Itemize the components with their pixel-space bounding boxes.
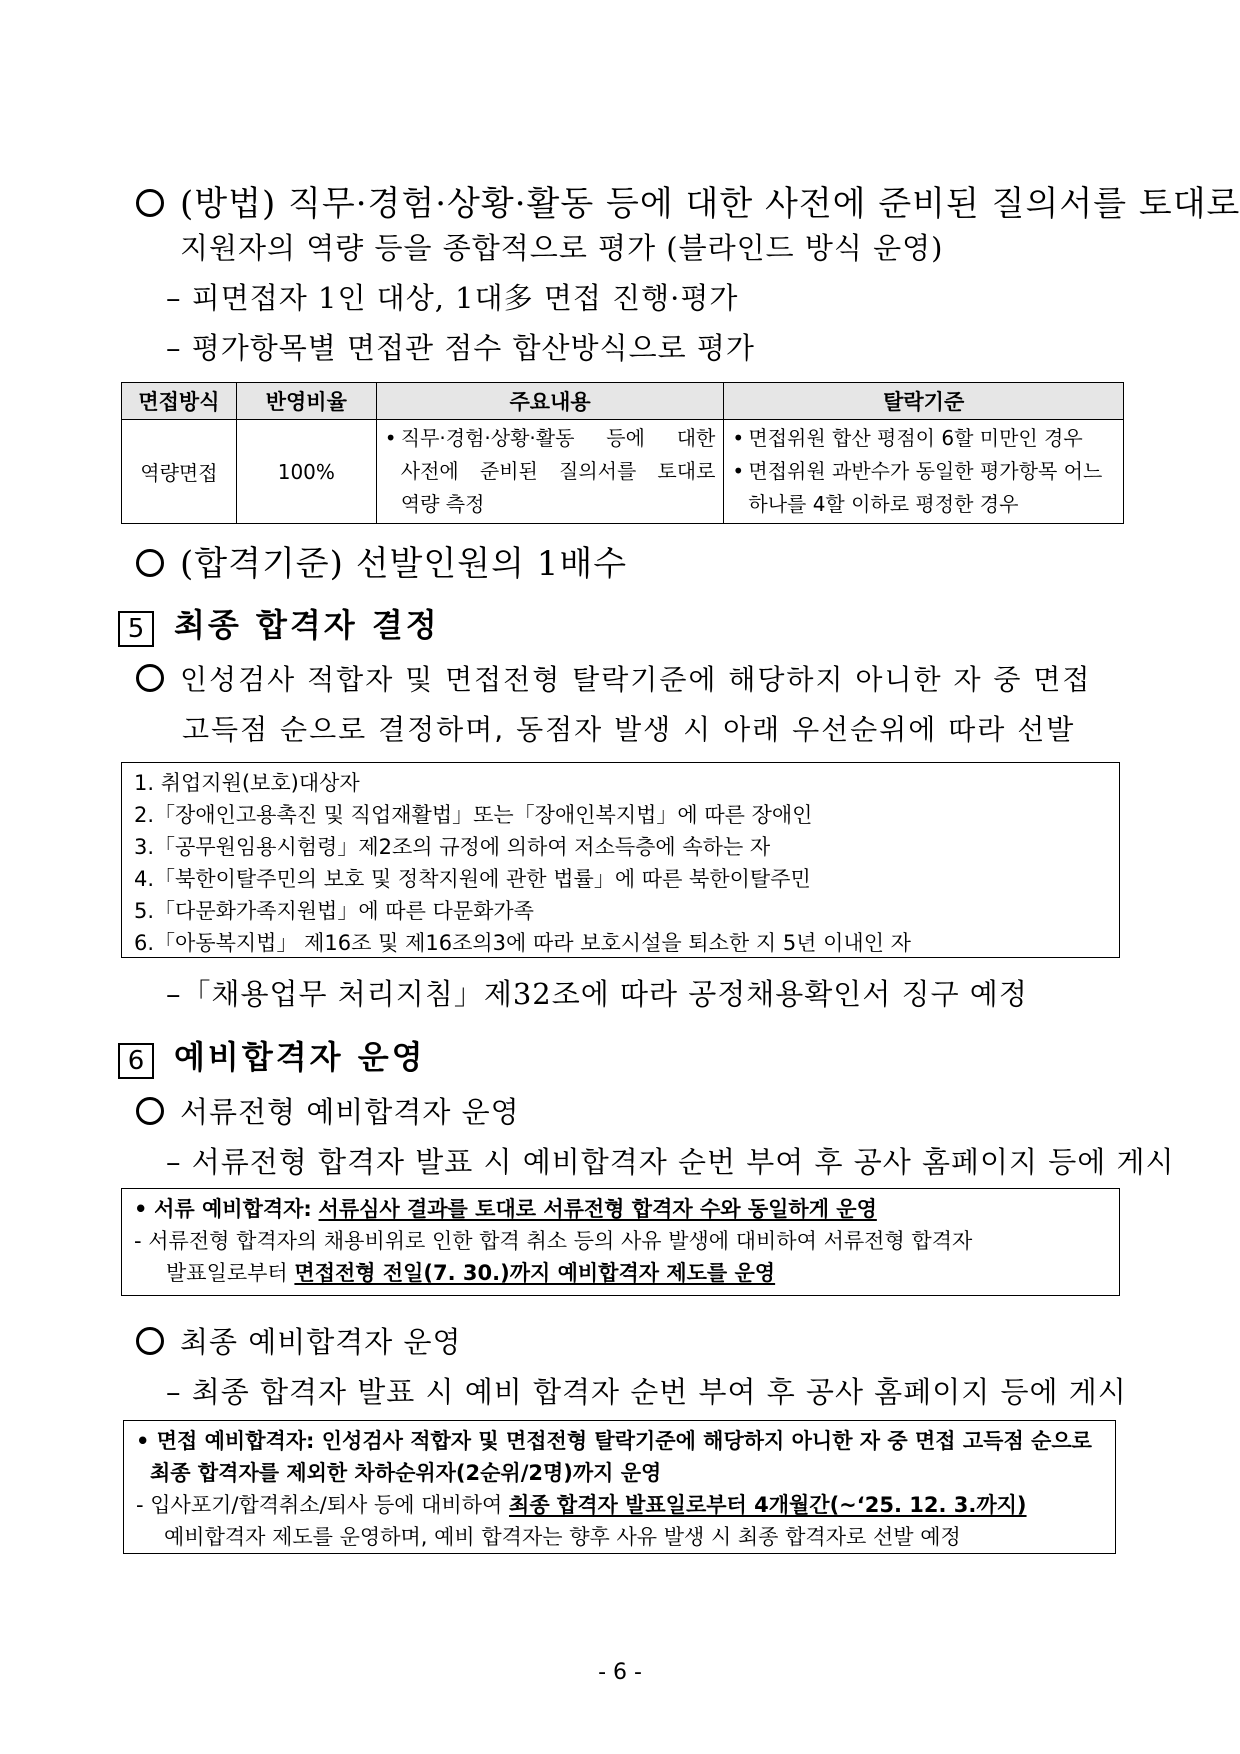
list-item: 6.「아동복지법」 제16조 및 제16조의3에 따라 보호시설을 퇴소한 지 5년 이내인 자 (134, 931, 911, 955)
section5-line1: 인성검사 적합자 및 면접전형 탈락기준에 해당하지 아니한 자 중 면접 (136, 658, 1091, 698)
header-criteria: 탈락기준 (724, 383, 1124, 420)
section5-note: –「채용업무 처리지침」제32조에 따라 공정채용확인서 징구 예정 (166, 977, 1028, 1011)
circle-bullet-icon (136, 189, 164, 217)
circle-bullet-icon (136, 1097, 164, 1125)
final-reserve-heading: 최종 예비합격자 운영 (136, 1320, 462, 1361)
cell-content: • 직무·경험·상황·활동 등에 대한 사전에 준비된 질의서를 토대로 역량 측정 (376, 420, 724, 524)
method-line1: (방법) 직무·경험·상황·활동 등에 대한 사전에 준비된 질의서를 토대로 (136, 176, 1240, 225)
final-reserve-sub: – 최종 합격자 발표 시 예비 합격자 순번 부여 후 공사 홈페이지 등에 게시 (166, 1375, 1127, 1409)
list-item: 1. 취업지원(보호)대상자 (134, 771, 360, 795)
section-number: 6 (118, 1043, 154, 1079)
method-line2: 지원자의 역량 등을 종합적으로 평가 (블라인드 방식 운영) (180, 231, 944, 265)
header-ratio: 반영비율 (236, 383, 376, 420)
pass-criteria: (합격기준) 선발인원의 1배수 (136, 536, 627, 585)
method-sub1: – 피면접자 1인 대상, 1대多 면접 진행·평가 (166, 281, 739, 315)
section6-heading (118, 1032, 426, 1082)
circle-bullet-icon (136, 664, 164, 692)
circle-bullet-icon (136, 549, 164, 577)
section-number: 5 (118, 611, 154, 647)
circle-bullet-icon (136, 1327, 164, 1355)
method-sub2: – 평가항목별 면접관 점수 합산방식으로 평가 (166, 331, 755, 365)
section-title: 최종 합격자 결정 (174, 606, 440, 644)
list-item: 2.「장애인고용촉진 및 직업재활법」또는「장애인복지법」에 따른 장애인 (134, 803, 813, 827)
priority-box (121, 762, 1120, 958)
doc-reserve-sub: – 서류전형 합격자 발표 시 예비합격자 순번 부여 후 공사 홈페이지 등에 게시 (166, 1145, 1175, 1179)
table-row (122, 420, 1124, 524)
section5-heading (118, 600, 440, 650)
header-method: 면접방식 (122, 383, 237, 420)
header-content: 주요내용 (376, 383, 724, 420)
section5-line2: 고득점 순으로 결정하며, 동점자 발생 시 아래 우선순위에 따라 선발 (182, 713, 1076, 746)
section-title: 예비합격자 운영 (174, 1038, 426, 1076)
final-reserve-box: • 면접 예비합격자: 인성검사 적합자 및 면접전형 탈락기준에 해당하지 아니한 자 중 면접 고득점 순으로 최종 합격자를 제외한 차하순위자(2순위/2명)까지 운영 - 입사포기/합격취소/퇴사 등에 대비하여 최종 합격자 발표일로부터 4개월간(~‘25. 12. 3.까지) 예비합격자 제도를 운영하며, 예비 합격자는 향후 사유 발생 시 최종 합격자로 선발 예정 (123, 1420, 1116, 1554)
list-item: 5.「다문화가족지원법」에 따른 다문화가족 (134, 899, 534, 923)
doc-reserve-label: 서류 예비합격자: (154, 1197, 312, 1221)
list-item: 3.「공무원임용시험령」제2조의 규정에 의하여 저소득층에 속하는 자 (134, 835, 771, 859)
doc-reserve-heading: 서류전형 예비합격자 운영 (136, 1090, 520, 1131)
doc-reserve-box: • 서류 예비합격자: 서류심사 결과를 토대로 서류전형 합격자 수와 동일하게 운영 - 서류전형 합격자의 채용비위로 인한 합격 취소 등의 사유 발생에 대비하여 서류전형 합격자 발표일로부터 면접전형 전일(7. 30.)까지 예비합격자 제도를 운영 (121, 1188, 1120, 1296)
page-number: - 6 - (598, 1660, 642, 1685)
interview-criteria-table (121, 382, 1124, 524)
cell-type: 역량면접 (122, 420, 237, 524)
cell-ratio: 100% (236, 420, 376, 524)
table-header-row (122, 383, 1124, 420)
cell-criteria: • 면접위원 합산 평점이 6할 미만인 경우 • 면접위원 과반수가 동일한 평가항목 어느 하나를 4할 이하로 평정한 경우 (724, 420, 1124, 524)
list-item: 4.「북한이탈주민의 보호 및 정착지원에 관한 법률」에 따른 북한이탈주민 (134, 867, 811, 891)
